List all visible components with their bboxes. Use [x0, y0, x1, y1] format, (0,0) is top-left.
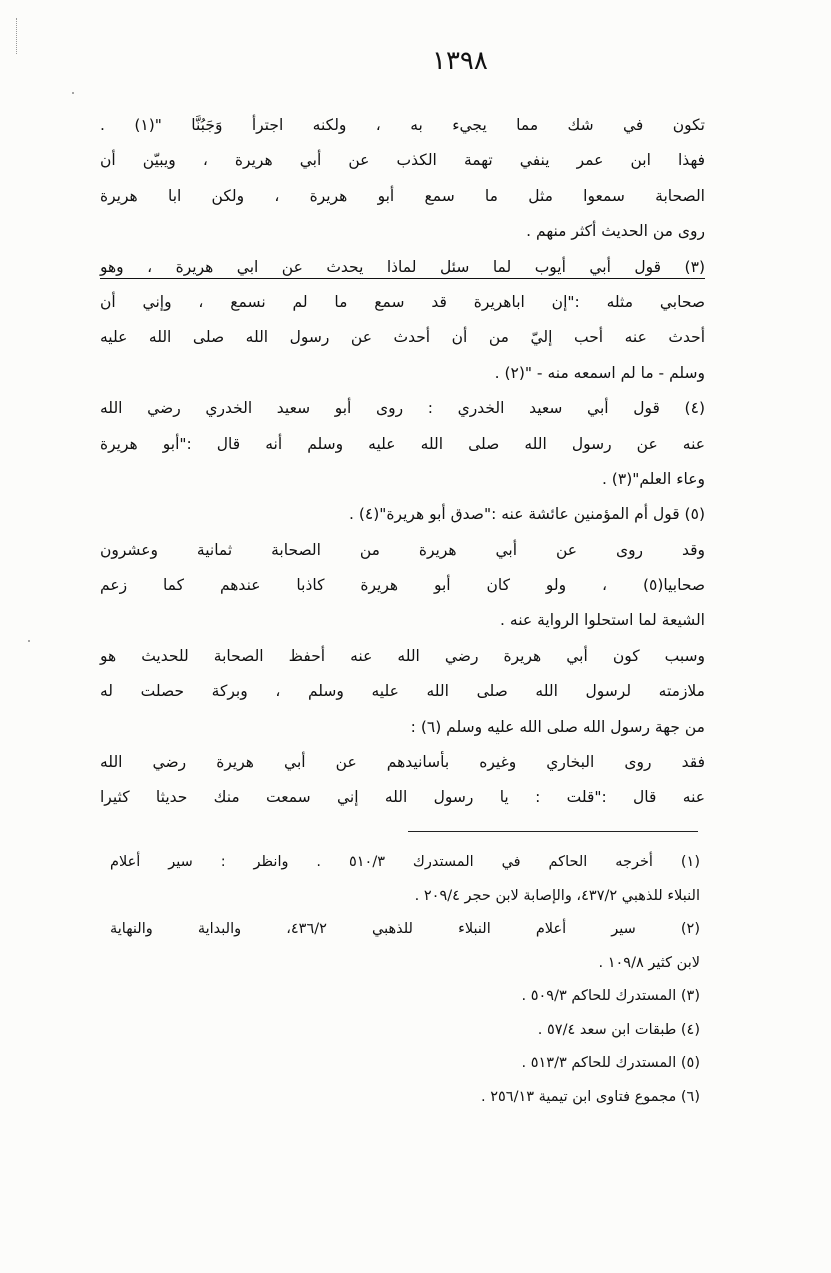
body-line: ملازمته لرسول الله صلى الله عليه وسلم ، وبركة حصلت له: [100, 682, 705, 701]
footnote-line: (٣) المستدرك للحاكم ٥٠٩/٣ .: [521, 988, 700, 1004]
body-line: من جهة رسول الله صلى الله عليه وسلم (٦) :: [410, 717, 705, 736]
scan-speck: [72, 92, 74, 94]
body-line: الصحابة سمعوا مثل ما سمع أبو هريرة ، ولكن ابا هريرة: [100, 186, 705, 205]
footnote-line: (٤) طبقات ابن سعد ٥٧/٤ .: [537, 1021, 700, 1038]
footnote-line: (٥) المستدرك للحاكم ٥١٣/٣ .: [521, 1055, 700, 1071]
margin-mark: [16, 18, 19, 54]
footnote-divider: [408, 831, 698, 832]
body-line: أحدث عنه أحب إليّ من أن أحدث عن رسول الله صلى الله عليه: [100, 328, 705, 347]
body-line: وعاء العلم"(٣) .: [601, 469, 705, 488]
footnote-line: (٢) سير أعلام النبلاء للذهبي ٤٣٦/٢، والبداية والنهاية: [110, 921, 700, 937]
body-line-heading: (٥) قول أم المؤمنين عائشة عنه :"صدق أبو هريرة"(٤) .: [349, 505, 705, 524]
body-line: الشيعة لما استحلوا الرواية عنه .: [500, 611, 705, 630]
body-line: تكون في شك مما يجيء به ، ولكنه اجترأ وَجَبُنَّا "(١) .: [100, 116, 705, 134]
body-line: صحابي مثله :"إن اباهريرة قد سمع ما لم نسمع ، وإني أن: [100, 292, 705, 311]
body-line: صحابيا(٥) ، ولو كان أبو هريرة كاذبا عندهم كما زعم: [100, 576, 705, 595]
footnote-line: (١) أخرجه الحاكم في المستدرك ٥١٠/٣ . وانظر : سير أعلام: [110, 854, 701, 870]
body-text: [100, 108, 705, 816]
footnote-line: (٦) مجموع فتاوى ابن تيمية ٢٥٦/١٣ .: [481, 1088, 700, 1105]
scan-speck: [28, 640, 30, 642]
body-line: وسبب كون أبي هريرة رضي الله عنه أحفظ الصحابة للحديث هو: [100, 646, 705, 665]
body-line: فهذا ابن عمر ينفي تهمة الكذب عن أبي هريرة ، ويبيّن أن: [100, 151, 705, 170]
body-line: فقد روى البخاري وغيره بأسانيدهم عن أبي هريرة رضي الله: [100, 753, 705, 772]
footnotes: [110, 846, 700, 1114]
footnote-line: النبلاء للذهبي ٤٣٧/٢، والإصابة لابن حجر ٢٠٩/٤ .: [414, 887, 700, 904]
body-line: روى من الحديث أكثر منهم .: [526, 222, 705, 241]
body-line: وقد روى عن أبي هريرة من الصحابة ثمانية وعشرون: [100, 540, 705, 559]
page-number: ١٣٩٨: [432, 46, 488, 76]
body-line: وسلم - ما لم اسمعه منه - "(٢) .: [494, 363, 705, 382]
body-line: عنه قال :"قلت : يا رسول الله إني سمعت منك حديثا كثيرا: [100, 788, 705, 807]
footnote-line: لابن كثير ١٠٩/٨ .: [598, 954, 700, 971]
body-line-heading: (٣) قول أبي أيوب لما سئل لماذا يحدث عن ابي هريرة ، وهو: [100, 257, 705, 276]
body-line: عنه عن رسول الله صلى الله عليه وسلم أنه قال :"أبو هريرة: [100, 434, 705, 453]
body-line-heading: (٤) قول أبي سعيد الخدري : روى أبو سعيد الخدري رضي الله: [100, 399, 705, 418]
